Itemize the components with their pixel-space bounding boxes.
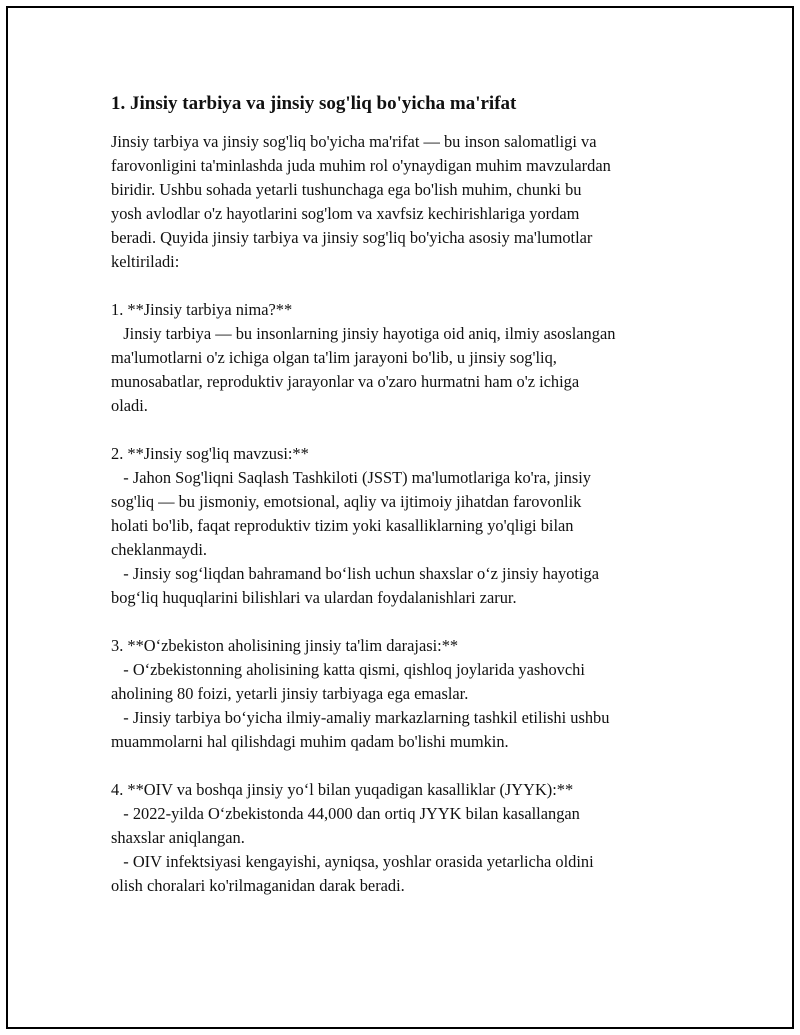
section-line: shaxslar aniqlangan.: [111, 828, 245, 847]
section-4: [111, 778, 701, 898]
section-line: - Jinsiy sog‘liqdan bahramand bo‘lish uchun shaxslar o‘z jinsiy hayotiga: [111, 564, 599, 583]
section-line: olish choralari ko'rilmaganidan darak beradi.: [111, 876, 405, 895]
section-line: sog'liq — bu jismoniy, emotsional, aqliy va ijtimoiy jihatdan farovonlik: [111, 492, 582, 511]
intro-line: Jinsiy tarbiya va jinsiy sog'liq bo'yicha ma'rifat — bu inson salomatligi va: [111, 132, 597, 151]
paragraph-spacer: [111, 274, 701, 298]
paragraph-spacer: [111, 610, 701, 634]
section-line: bog‘liq huquqlarini bilishlari va ulardan foydalanishlari zarur.: [111, 588, 517, 607]
intro-line: biridir. Ushbu sohada yetarli tushunchaga ega bo'lish muhim, chunki bu: [111, 180, 582, 199]
intro-line: keltiriladi:: [111, 252, 180, 271]
section-heading: 1. **Jinsiy tarbiya nima?**: [111, 300, 293, 319]
document-title: 1. Jinsiy tarbiya va jinsiy sog'liq bo'yicha ma'rifat: [111, 93, 517, 114]
section-line: muammolarni hal qilishdagi muhim qadam bo'lishi mumkin.: [111, 732, 509, 751]
section-line: munosabatlar, reproduktiv jarayonlar va o'zaro hurmatni ham o'z ichiga: [111, 372, 580, 391]
section-heading: 3. **O‘zbekiston aholisining jinsiy ta'lim darajasi:**: [111, 636, 459, 655]
document-body: [111, 92, 701, 898]
intro-line: beradi. Quyida jinsiy tarbiya va jinsiy sog'liq bo'yicha asosiy ma'lumotlar: [111, 228, 593, 247]
section-line: - OIV infektsiyasi kengayishi, ayniqsa, yoshlar orasida yetarlicha oldini: [111, 852, 594, 871]
intro-line: farovonligini ta'minlashda juda muhim rol o'ynaydigan muhim mavzulardan: [111, 156, 611, 175]
intro-line: yosh avlodlar o'z hayotlarini sog'lom va xavfsiz kechirishlariga yordam: [111, 204, 580, 223]
section-line: - Jinsiy tarbiya bo‘yicha ilmiy-amaliy markazlarning tashkil etilishi ushbu: [111, 708, 610, 727]
section-2: [111, 442, 701, 610]
section-line: Jinsiy tarbiya — bu insonlarning jinsiy hayotiga oid aniq, ilmiy asoslangan: [111, 324, 616, 343]
section-line: holati bo'lib, faqat reproduktiv tizim yoki kasalliklarning yo'qligi bilan: [111, 516, 574, 535]
section-line: ma'lumotlarni o'z ichiga olgan ta'lim jarayoni bo'lib, u jinsiy sog'liq,: [111, 348, 557, 367]
section-line: cheklanmaydi.: [111, 540, 208, 559]
section-heading: 4. **OIV va boshqa jinsiy yo‘l bilan yuqadigan kasalliklar (JYYK):**: [111, 780, 574, 799]
paragraph-spacer: [111, 418, 701, 442]
section-line: aholining 80 foizi, yetarli jinsiy tarbiyaga ega emaslar.: [111, 684, 469, 703]
section-3: [111, 634, 701, 754]
section-line: - 2022-yilda O‘zbekistonda 44,000 dan ortiq JYYK bilan kasallangan: [111, 804, 580, 823]
section-line: - O‘zbekistonning aholisining katta qismi, qishloq joylarida yashovchi: [111, 660, 585, 679]
intro-paragraph: [111, 130, 701, 274]
paragraph-spacer: [111, 754, 701, 778]
section-line: oladi.: [111, 396, 148, 415]
section-1: [111, 298, 701, 418]
section-line: - Jahon Sog'liqni Saqlash Tashkiloti (JSST) ma'lumotlariga ko'ra, jinsiy: [111, 468, 591, 487]
section-heading: 2. **Jinsiy sog'liq mavzusi:**: [111, 444, 309, 463]
